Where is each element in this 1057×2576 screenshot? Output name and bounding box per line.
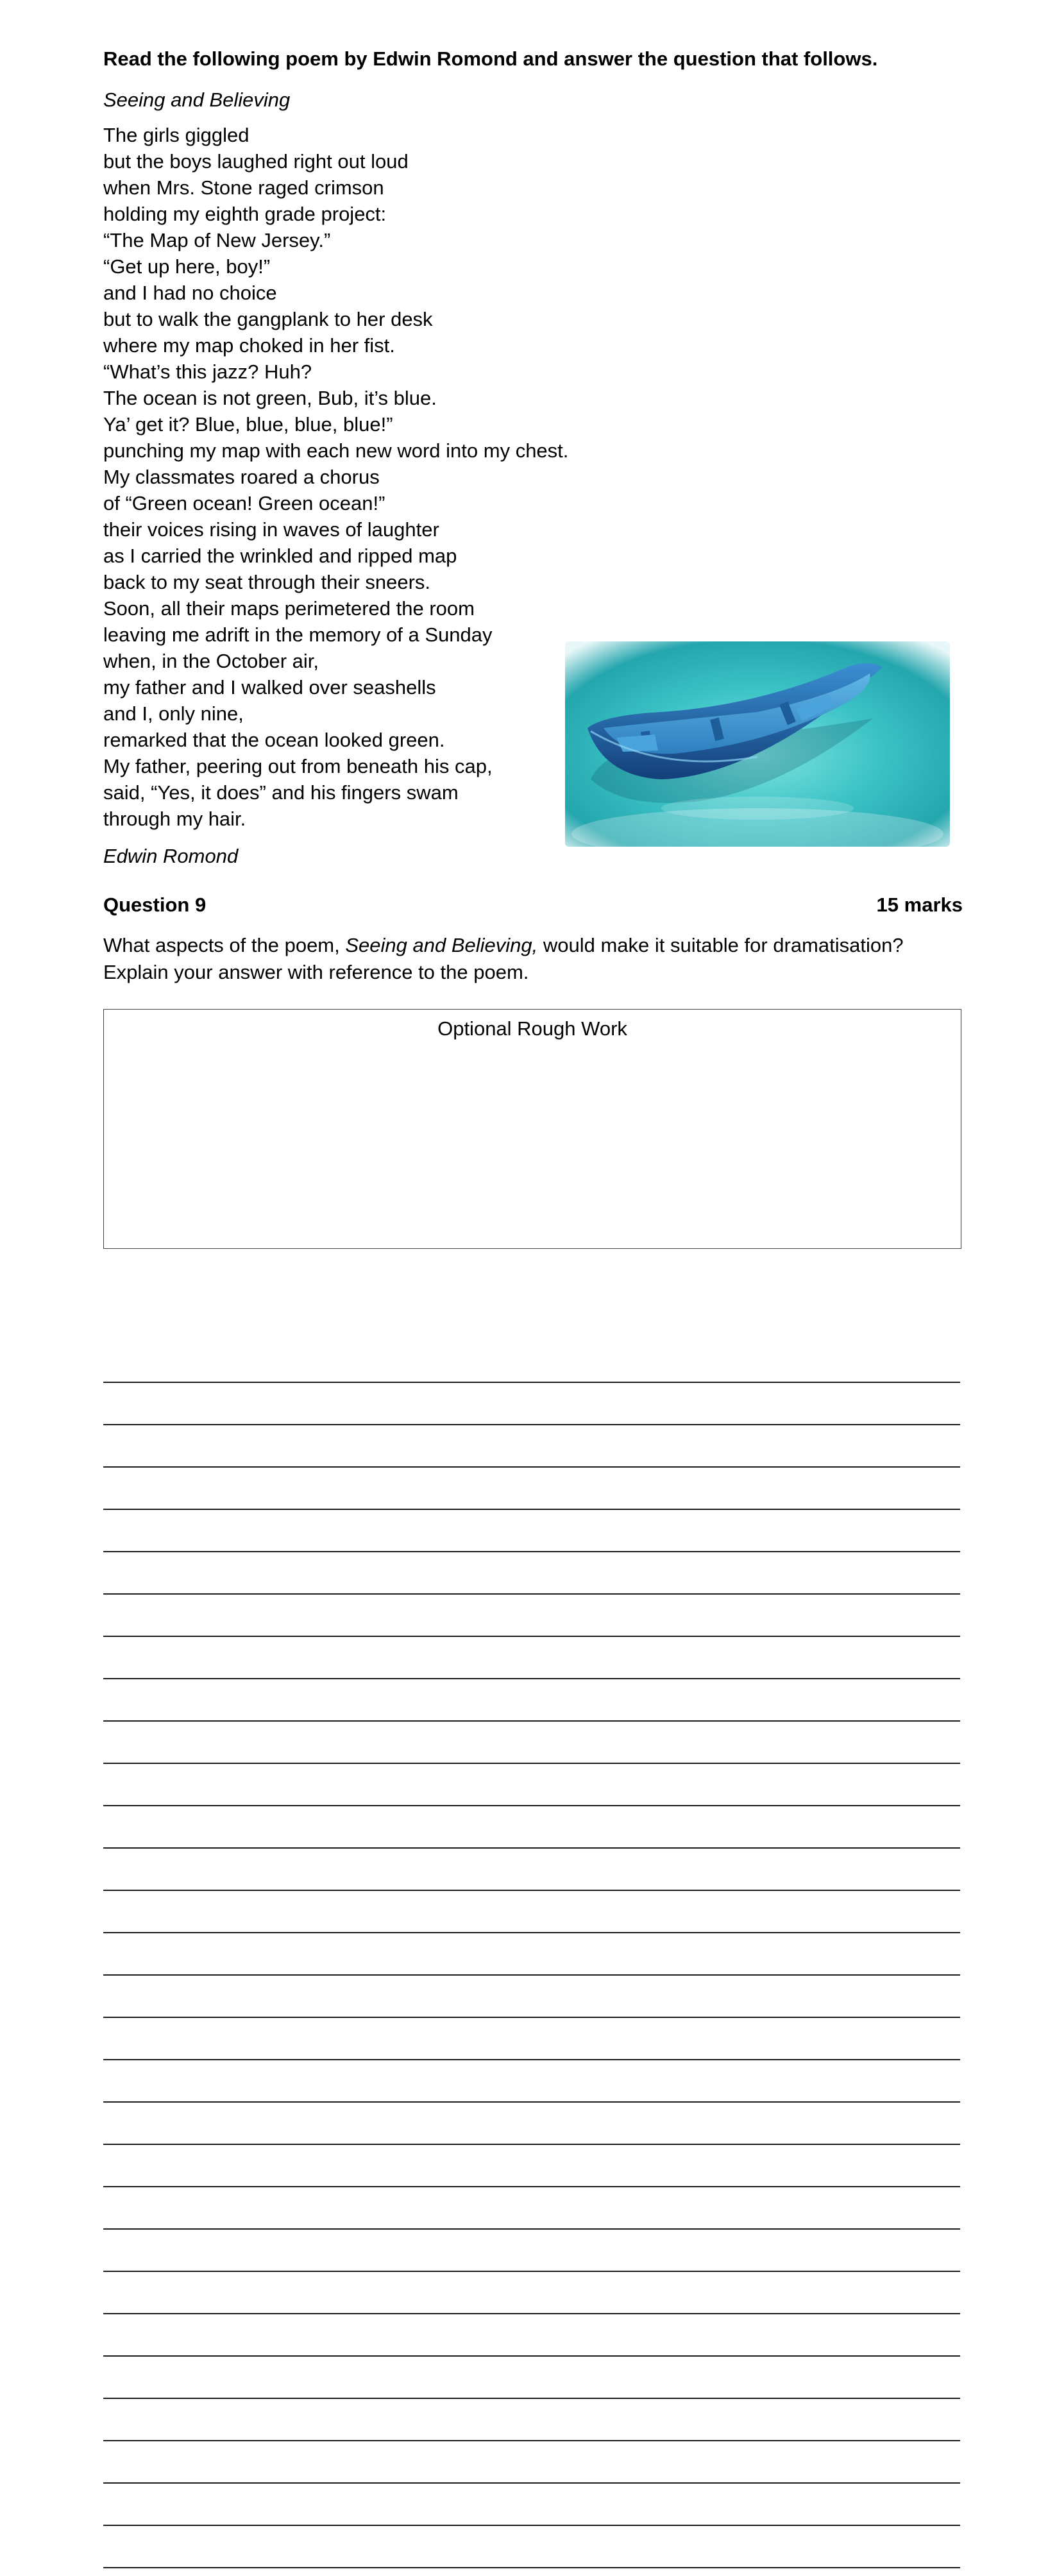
poem-line: My father, peering out from beneath his cap,: [103, 755, 493, 777]
poem-line: when, in the October air,: [103, 650, 319, 672]
poem-section: [103, 122, 963, 869]
answer-line[interactable]: [103, 1764, 960, 1806]
poem-line: my father and I walked over seashells: [103, 676, 436, 699]
answer-line[interactable]: [103, 2272, 960, 2314]
poem-line: said, “Yes, it does” and his fingers swam: [103, 781, 459, 804]
answer-line[interactable]: [103, 1383, 960, 1425]
question-text-after: would make it suitable for dramatisation? Explain your answer with reference to the poem.: [103, 934, 904, 983]
instruction-text: Read the following poem by Edwin Romond and answer the question that follows.: [103, 47, 878, 70]
exam-page: [103, 46, 963, 1249]
answer-line[interactable]: [103, 2314, 960, 2357]
poem-line: holding my eighth grade project:: [103, 203, 387, 225]
answer-line[interactable]: [103, 1468, 960, 1510]
boat-image: [565, 641, 950, 847]
question-marks: 15 marks: [876, 894, 963, 916]
poem-line: My classmates roared a chorus: [103, 466, 380, 488]
answer-line[interactable]: [103, 1891, 960, 1933]
answer-line[interactable]: [103, 2145, 960, 2187]
answer-line[interactable]: [103, 2399, 960, 2441]
answer-line[interactable]: [103, 2357, 960, 2399]
poem-line: and I had no choice: [103, 282, 277, 304]
answer-line[interactable]: [103, 2484, 960, 2526]
question-header: [103, 892, 963, 918]
answer-line[interactable]: [103, 2526, 960, 2568]
poem-line: “The Map of New Jersey.”: [103, 229, 331, 251]
poem-line: back to my seat through their sneers.: [103, 571, 431, 593]
poem-line: Ya’ get it? Blue, blue, blue, blue!”: [103, 413, 393, 436]
answer-line[interactable]: [103, 1806, 960, 1849]
answer-line[interactable]: [103, 1510, 960, 1552]
question-text: [103, 932, 963, 986]
poem-line: but to walk the gangplank to her desk: [103, 308, 433, 330]
question-label: Question 9: [103, 894, 207, 916]
poem-line: “What’s this jazz? Huh?: [103, 360, 312, 383]
poem-line: Soon, all their maps perimetered the room: [103, 597, 475, 620]
poem-title: Seeing and Believing: [103, 89, 291, 111]
poem-line: when Mrs. Stone raged crimson: [103, 176, 384, 199]
poem-line: their voices rising in waves of laughter: [103, 518, 439, 541]
answer-line[interactable]: [103, 1425, 960, 1468]
answer-line[interactable]: [103, 1341, 960, 1383]
poem-line: of “Green ocean! Green ocean!”: [103, 492, 385, 514]
answer-line[interactable]: [103, 1552, 960, 1595]
answer-line[interactable]: [103, 1933, 960, 1976]
answer-line[interactable]: [103, 2230, 960, 2272]
poem-line: “Get up here, boy!”: [103, 255, 271, 278]
answer-line[interactable]: [103, 1595, 960, 1637]
answer-line[interactable]: [103, 1849, 960, 1891]
answer-line[interactable]: [103, 1637, 960, 1679]
question-text-title: Seeing and Believing,: [345, 934, 538, 956]
answer-line[interactable]: [103, 1976, 960, 2018]
answer-line[interactable]: [103, 1679, 960, 1722]
rough-work-box[interactable]: [103, 1009, 961, 1249]
answer-line[interactable]: [103, 2018, 960, 2060]
answer-line[interactable]: [103, 2060, 960, 2103]
rough-work-label: Optional Rough Work: [437, 1017, 627, 1040]
question-text-before: What aspects of the poem,: [103, 934, 346, 956]
poem-line: where my map choked in her fist.: [103, 334, 395, 357]
answer-line[interactable]: [103, 1722, 960, 1764]
poem-line: punching my map with each new word into my chest.: [103, 439, 569, 462]
answer-line[interactable]: [103, 2103, 960, 2145]
poem-line: through my hair.: [103, 808, 246, 830]
poem-line: and I, only nine,: [103, 702, 244, 725]
answer-line[interactable]: [103, 2441, 960, 2484]
poem-author: Edwin Romond: [103, 845, 239, 867]
answer-line[interactable]: [103, 2187, 960, 2230]
boat-illustration: [565, 641, 950, 847]
poem-line: The ocean is not green, Bub, it’s blue.: [103, 387, 437, 409]
poem-line: The girls giggled: [103, 124, 249, 146]
poem-line: as I carried the wrinkled and ripped map: [103, 545, 457, 567]
poem-line: leaving me adrift in the memory of a Sunday: [103, 623, 493, 646]
poem-line: but the boys laughed right out loud: [103, 150, 409, 173]
answer-lines[interactable]: [103, 1341, 960, 2568]
poem-line: remarked that the ocean looked green.: [103, 729, 445, 751]
